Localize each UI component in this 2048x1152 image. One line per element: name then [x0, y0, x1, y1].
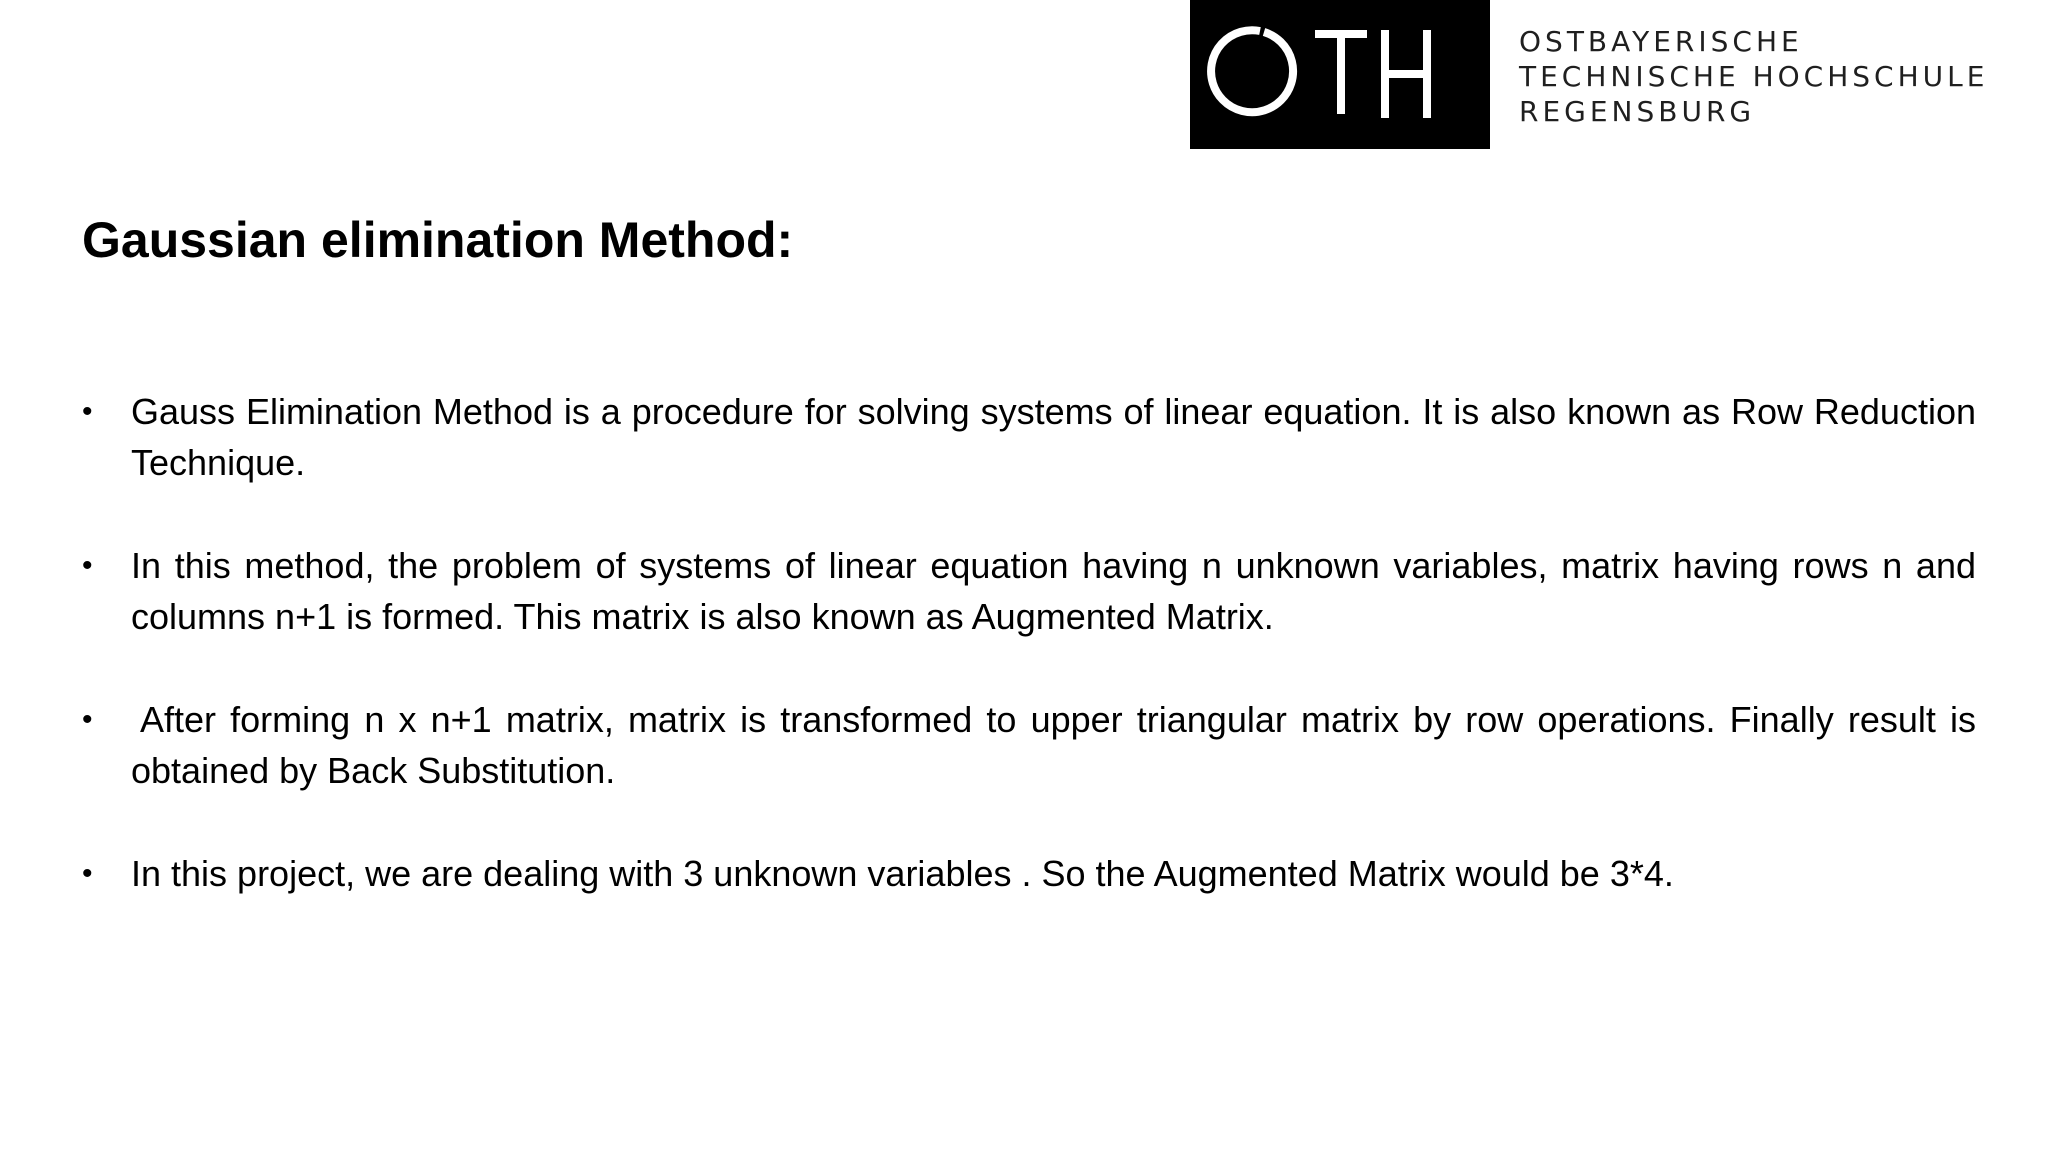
bullet-item [82, 848, 1976, 899]
bullet-text: After forming n x n+1 matrix, matrix is transformed to upper triangular matrix by row operations. Finally result is obtained by Back Substitution. [131, 699, 1976, 791]
bullet-icon: • [82, 395, 93, 428]
oth-logo-mark [1190, 0, 1490, 149]
institution-line-2: TECHNISCHE HOCHSCHULE [1519, 60, 1989, 93]
institution-name [1519, 24, 1988, 129]
oth-logo [1190, 0, 1490, 149]
institution-line-1: OSTBAYERISCHE [1519, 25, 1803, 58]
bullet-icon: • [82, 857, 93, 890]
slide-title: Gaussian elimination Method: [82, 212, 794, 268]
bullet-text: In this project, we are dealing with 3 unknown variables . So the Augmented Matrix would be 3*4. [131, 853, 1674, 894]
bullet-icon: • [82, 549, 93, 582]
bullet-icon: • [82, 703, 93, 736]
bullet-item [82, 386, 1976, 488]
bullet-item [82, 694, 1976, 796]
bullet-item [82, 540, 1976, 642]
bullet-list [82, 386, 1976, 951]
bullet-text: Gauss Elimination Method is a procedure for solving systems of linear equation. It is also known as Row Reduction Technique. [131, 391, 1976, 483]
institution-line-3: REGENSBURG [1519, 95, 1756, 128]
bullet-text: In this method, the problem of systems of linear equation having n unknown variables, matrix having rows n and columns n+1 is formed. This matrix is also known as Augmented Matrix. [131, 545, 1976, 637]
